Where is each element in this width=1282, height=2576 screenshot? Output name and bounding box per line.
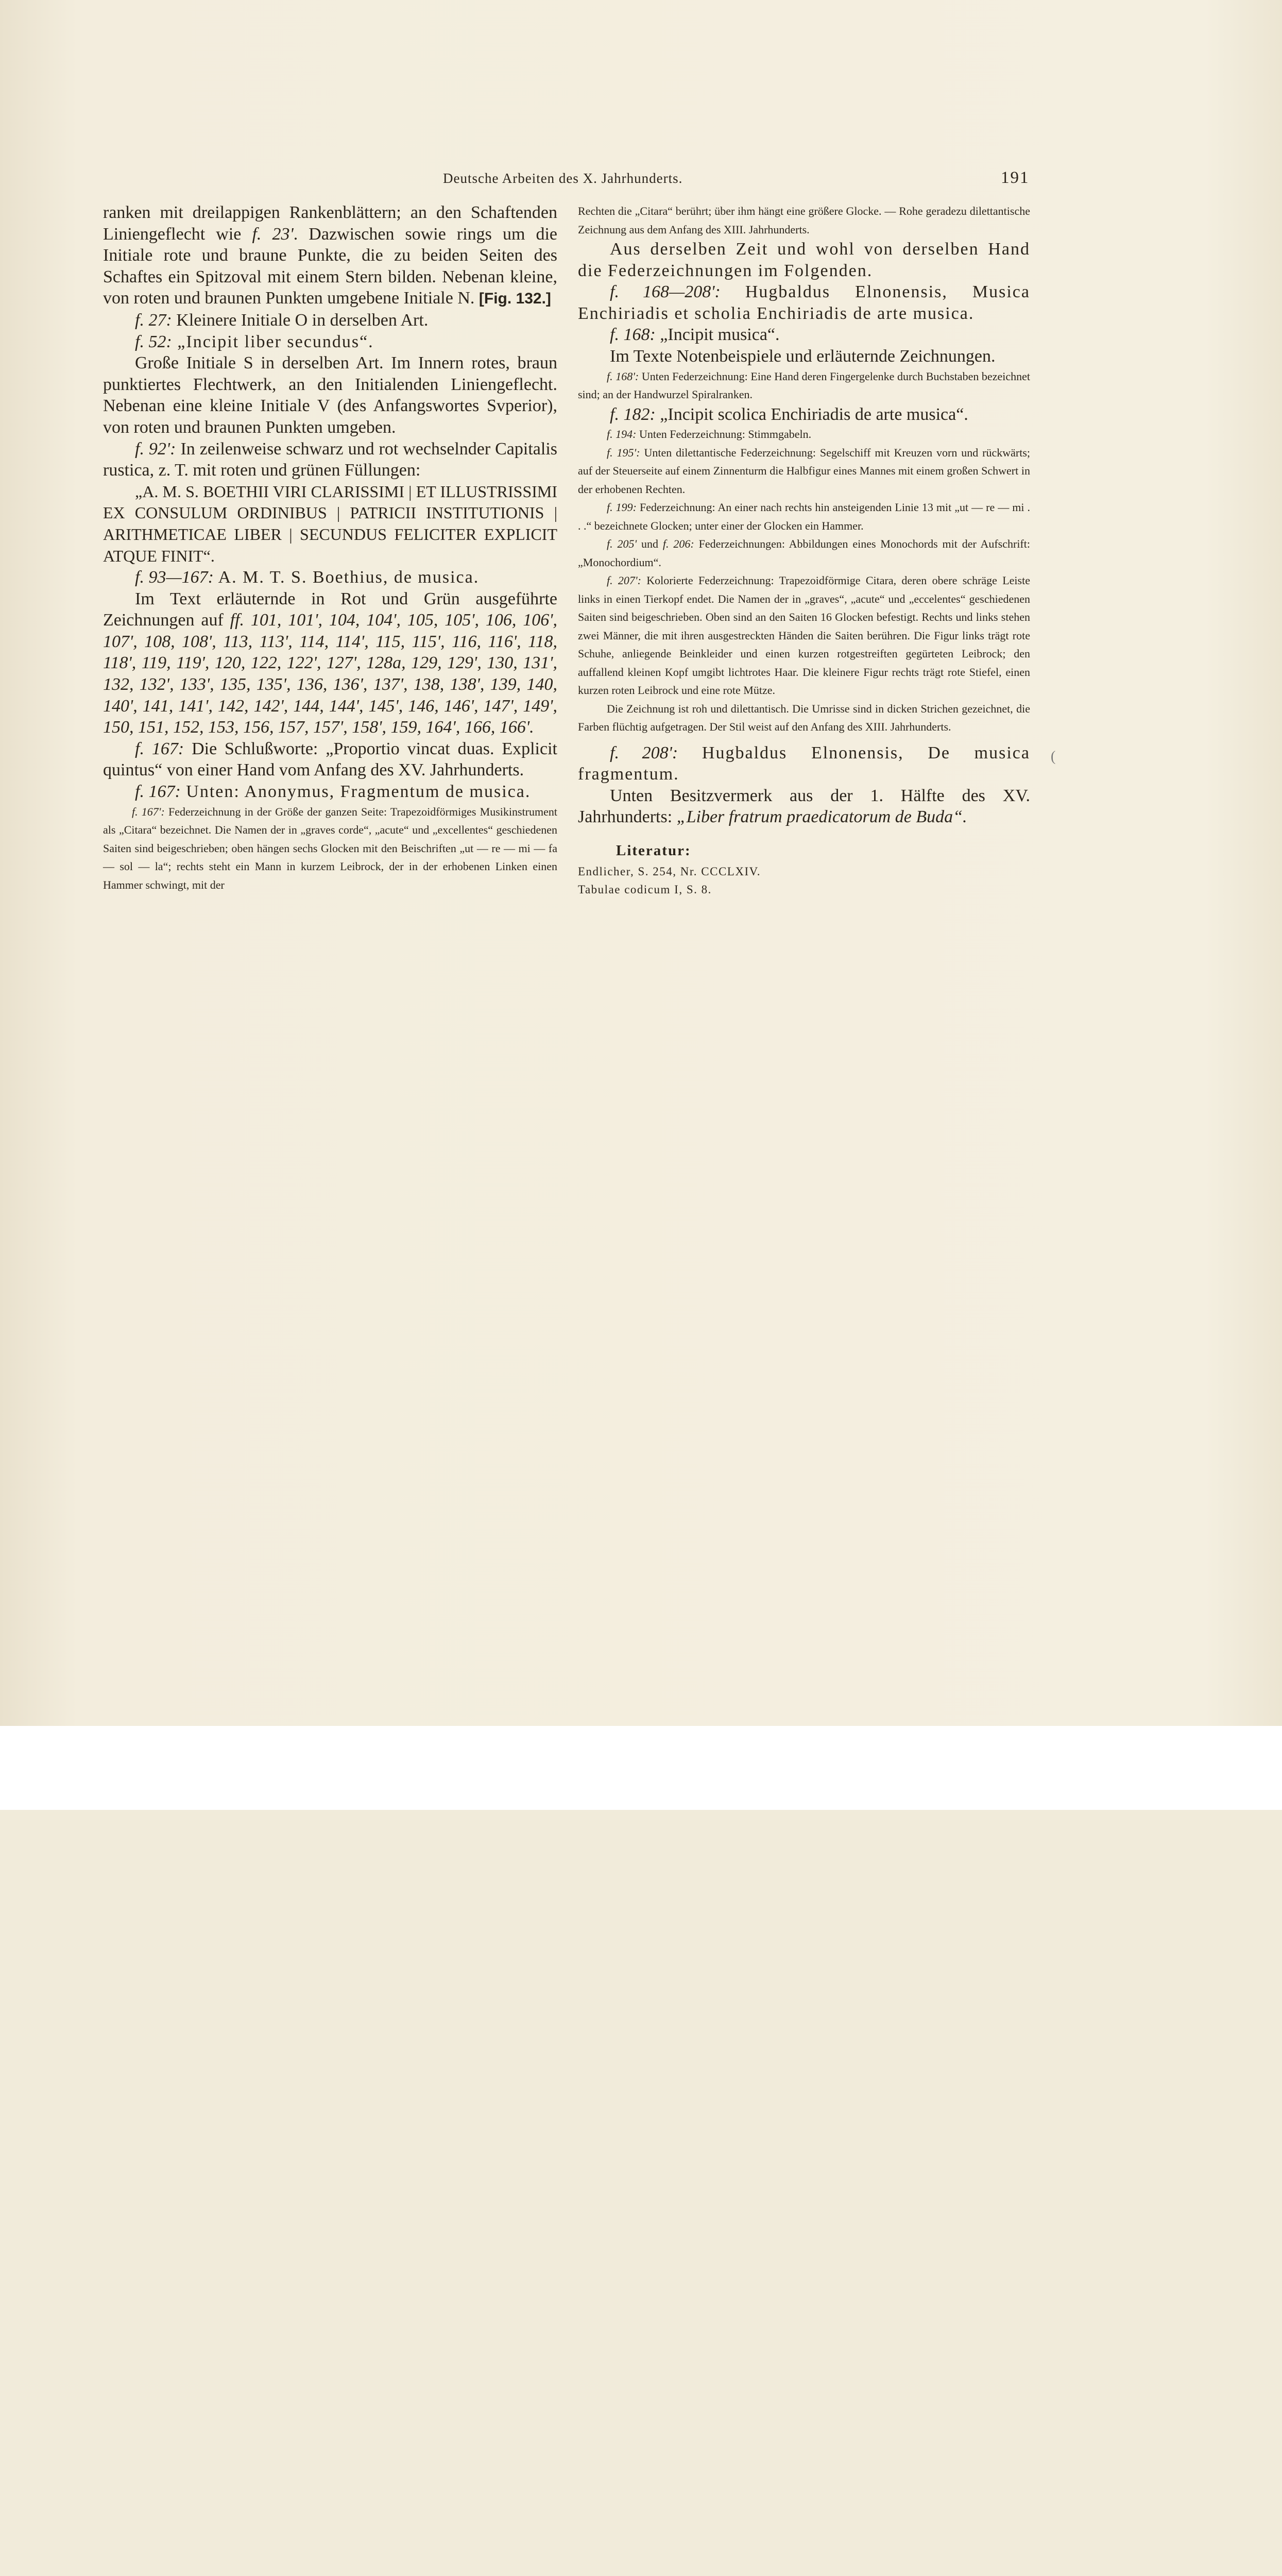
left-column <box>103 202 557 894</box>
footnote-paragraph: f. 199: Federzeichnung: An einer nach rechts hin ansteigenden Linie 13 mit „ut — re — mi . . .“ bezeichnete Glocken; unter einer der Glocken ein Hammer. <box>578 501 1030 532</box>
figure-reference: [Fig. 132.] <box>478 290 551 308</box>
footnote-paragraph: f. 207': Kolorierte Federzeichnung: Trapezoidförmige Citara, deren obere schräge Leiste links in einen Tierkopf endet. Die Namen der in „graves“, „acute“ und „eccelentes“ geschiedenen Saiten sind beigeschrieben. Oben sind an den Saiten 16 Glocken befestigt. Rechts und links stehen zwei Männer, die mit ihren ausgestreckten Händen die Saiten berühren. Die Figur links trägt rote Schuhe, anliegende Beinkleider und einen kurzen rotgestreiften gegürteten Leibrock; den auffallend kleinen Kopf umgibt lichtrotes Haar. Die kleinere Figur rechts trägt rote Stiefel, einen kurzen roten Leibrock und eine rote Mütze. <box>578 574 1030 697</box>
paragraph: Unten Besitzvermerk aus der 1. Hälfte des XV. Jahrhunderts: „Liber fratrum praedicatorum de Buda“. <box>578 786 1030 827</box>
paragraph: Im Texte Notenbeispiele und erläuternde Zeichnungen. <box>610 346 996 366</box>
paragraph: f. 208': Hugbaldus Elnonensis, De musica fragmentum. <box>578 743 1030 784</box>
footnote-paragraph: f. 195': Unten dilettantische Federzeichnung: Segelschiff mit Kreuzen vorn und rückwärts; auf der Steuerseite auf einem Zinnenturm die Halbfigur eines Mannes mit einem großen Schwert in der erhobenen Rechten. <box>578 446 1030 496</box>
paragraph: Große Initiale S in derselben Art. Im Innern rotes, braun punktiertes Flechtwerk, an den Initialenden Liniengeflecht. Nebenan eine kleine Initiale V (des Anfangswortes Svperior), von roten und braunen Punkten umgeben. <box>103 353 557 437</box>
footnote-paragraph: f. 168': Unten Federzeichnung: Eine Hand deren Fingergelenke durch Buchstaben bezeichnet sind; an der Handwurzel Spiralranken. <box>578 369 1030 401</box>
page-number: 191 <box>1001 168 1030 187</box>
footer-bar <box>0 1726 1282 1810</box>
paragraph: ranken mit dreilappigen Rankenblättern; an den Schaftenden Liniengeflecht wie f. 23'. Dazwischen sowie rings um die Initiale rote und braune Punkte, die zu beiden Seiten des Schaftes ein Spitzoval mit einem Stern bilden. Nebenan kleine, von roten und braunen Punkten umgebene Initiale N. [Fig. 132.] <box>103 203 557 308</box>
paragraph: f. 93—167: A. M. T. S. Boethius, de musica. <box>135 568 480 587</box>
paragraph: f. 168—208': Hugbaldus Elnonensis, Musica Enchiriadis et scholia Enchiriadis de arte musica. <box>578 282 1030 323</box>
paragraph: f. 27: Kleinere Initiale O in derselben Art. <box>135 310 429 330</box>
right-column <box>578 202 1030 899</box>
literature-heading: Literatur: <box>616 842 691 859</box>
footnote-paragraph: Die Zeichnung ist roh und dilettantisch. Die Umrisse sind in dicken Strichen gezeichnet, die Farben flüchtig aufgetragen. Der Stil weist auf den Anfang des XIII. Jahrhunderts. <box>578 702 1030 734</box>
margin-mark: ( <box>1051 749 1056 765</box>
running-header: Deutsche Arbeiten des X. Jahrhunderts. <box>443 171 683 186</box>
paragraph: f. 92': In zeilenweise schwarz und rot wechselnder Capitalis rustica, z. T. mit roten und grünen Füllungen: <box>103 439 557 480</box>
footnote-paragraph: f. 167': Federzeichnung in der Größe der ganzen Seite: Trapezoidförmiges Musikinstrument als „Citara“ bezeichnet. Die Namen der in „graves corde“, „acute“ und „excellentes“ geschiedenen Saiten sind beigeschrieben; oben hängen sechs Glocken mit den Beischriften „ut — re — mi — fa — sol — la“; rechts steht ein Mann in kurzem Leibrock, der in der erhobenen Linken einen Hammer schwingt, mit der <box>103 805 557 891</box>
inscription-quote: „A. M. S. BOETHII VIRI CLARISSIMI | ET ILLUSTRISSIMI EX CONSULUM ORDINIBUS | PATRICII INSTITUTIONIS | ARITHMETICAE LIBER | SECUNDUS FELICITER EXPLICIT ATQUE FINIT“. <box>103 482 557 565</box>
literature-entry: Tabulae codicum I, S. 8. <box>578 883 712 896</box>
paragraph: f. 167: Unten: Anonymus, Fragmentum de musica. <box>135 782 531 802</box>
literature-entry: Endlicher, S. 254, Nr. CCCLXIV. <box>578 865 761 878</box>
paragraph: Im Text erläuternde in Rot und Grün ausgeführte Zeichnungen auf ff. 101, 101', 104, 104', 105, 105', 106, 106', 107', 108, 108', 113, 113', 114, 114', 115, 115', 116, 116', 118, 118', 119, 119', 120, 122, 122', 127', 128a, 129, 129', 130, 131', 132, 132', 133', 135, 135', 136, 136', 137', 138, 138', 139, 140, 140', 141, 141', 142, 142', 144, 144', 145', 146, 146', 147', 149', 150, 151, 152, 153, 156, 157, 157', 158', 159, 164', 166, 166'. <box>103 589 557 737</box>
paragraph: f. 167: Die Schlußworte: „Proportio vincat duas. Explicit quintus“ von einer Hand vom Anfang des XV. Jahrhunderts. <box>103 739 557 780</box>
footnote-paragraph: f. 205' und f. 206: Federzeichnungen: Abbildungen eines Monochords mit der Aufschrift: „Monochordium“. <box>578 537 1030 569</box>
paragraph: f. 52: „Incipit liber secundus“. <box>135 332 374 351</box>
footnote-paragraph: f. 194: Unten Federzeichnung: Stimmgabeln. <box>607 428 812 441</box>
paragraph: Aus derselben Zeit und wohl von derselben Hand die Federzeichnungen im Folgenden. <box>578 240 1030 280</box>
footnote-paragraph: Rechten die „Citara“ berührt; über ihm hängt eine größere Glocke. — Rohe geradezu dilettantische Zeichnung aus dem Anfang des XIII. Jahrhunderts. <box>578 205 1030 236</box>
paragraph: f. 182: „Incipit scolica Enchiriadis de arte musica“. <box>610 404 968 424</box>
paragraph: f. 168: „Incipit musica“. <box>610 325 780 345</box>
